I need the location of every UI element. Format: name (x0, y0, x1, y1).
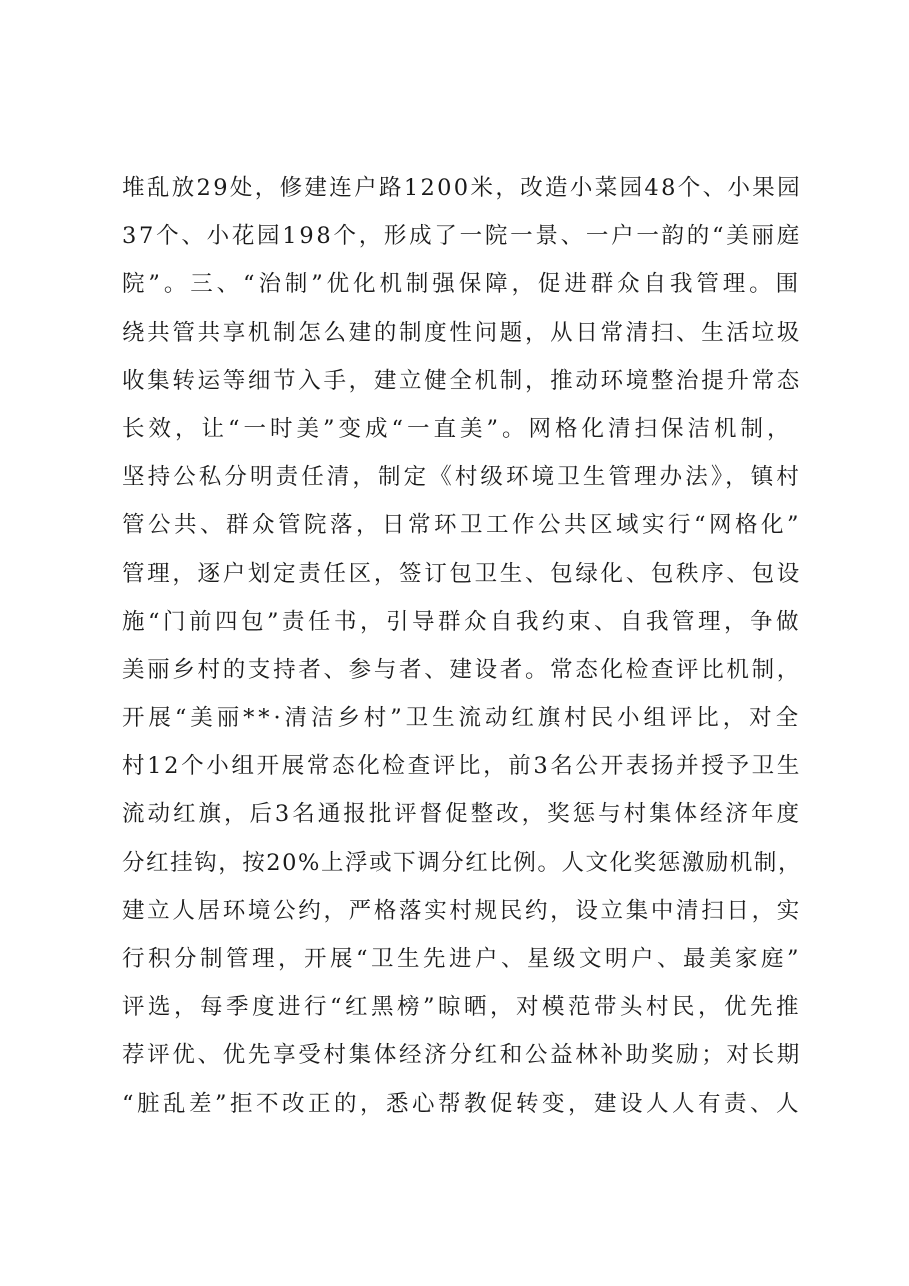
text-line: 堆乱放29处，修建连户路1200米，改造小菜园48个、小果园 (122, 175, 802, 201)
text-line: 管公共、群众管院落，日常环卫工作公共区域实行“网格化” (122, 512, 802, 539)
text-line: 坚持公私分明责任清，制定《村级环境卫生管理办法》，镇村 (122, 464, 802, 491)
text-line: 美丽乡村的支持者、参与者、建设者。常态化检查评比机制， (122, 656, 802, 683)
text-line: 管理，逐户划定责任区，签订包卫生、包绿化、包秩序、包设 (122, 560, 802, 587)
text-line: 行积分制管理，开展“卫生先进户、星级文明户、最美家庭” (122, 946, 802, 972)
text-line: 开展“美丽**·清洁乡村”卫生流动红旗村民小组评比，对全 (122, 705, 802, 732)
text-line: 荐评优、优先享受村集体经济分红和公益林补助奖励；对长期 (122, 1042, 802, 1069)
text-line: 分红挂钩，按20%上浮或下调分红比例。人文化奖惩激励机制， (122, 849, 802, 876)
text-line: 37个、小花园198个，形成了一院一景、一户一韵的“美丽庭 (122, 223, 802, 250)
text-line: 村12个小组开展常态化检查评比，前3名公开表扬并授予卫生 (122, 753, 802, 780)
text-line: 院”。三、“治制”优化机制强保障，促进群众自我管理。围 (122, 271, 802, 298)
text-line: 评选，每季度进行“红黑榜”晾晒，对模范带头村民，优先推 (122, 994, 802, 1021)
body-text (122, 164, 802, 1128)
text-line: 施“门前四包”责任书，引导群众自我约束、自我管理，争做 (122, 608, 802, 635)
text-line: 收集转运等细节入手，建立健全机制，推动环境整治提升常态 (122, 367, 802, 394)
text-line: 流动红旗，后3名通报批评督促整改，奖惩与村集体经济年度 (122, 801, 802, 828)
text-line: 长效，让“一时美”变成“一直美”。网格化清扫保洁机制， (122, 415, 794, 442)
text-line: “脏乱差”拒不改正的，悉心帮教促转变，建设人人有责、人 (122, 1090, 802, 1117)
text-line: 建立人居环境公约，严格落实村规民约，设立集中清扫日，实 (122, 897, 802, 924)
text-line: 绕共管共享机制怎么建的制度性问题，从日常清扫、生活垃圾 (122, 319, 802, 346)
